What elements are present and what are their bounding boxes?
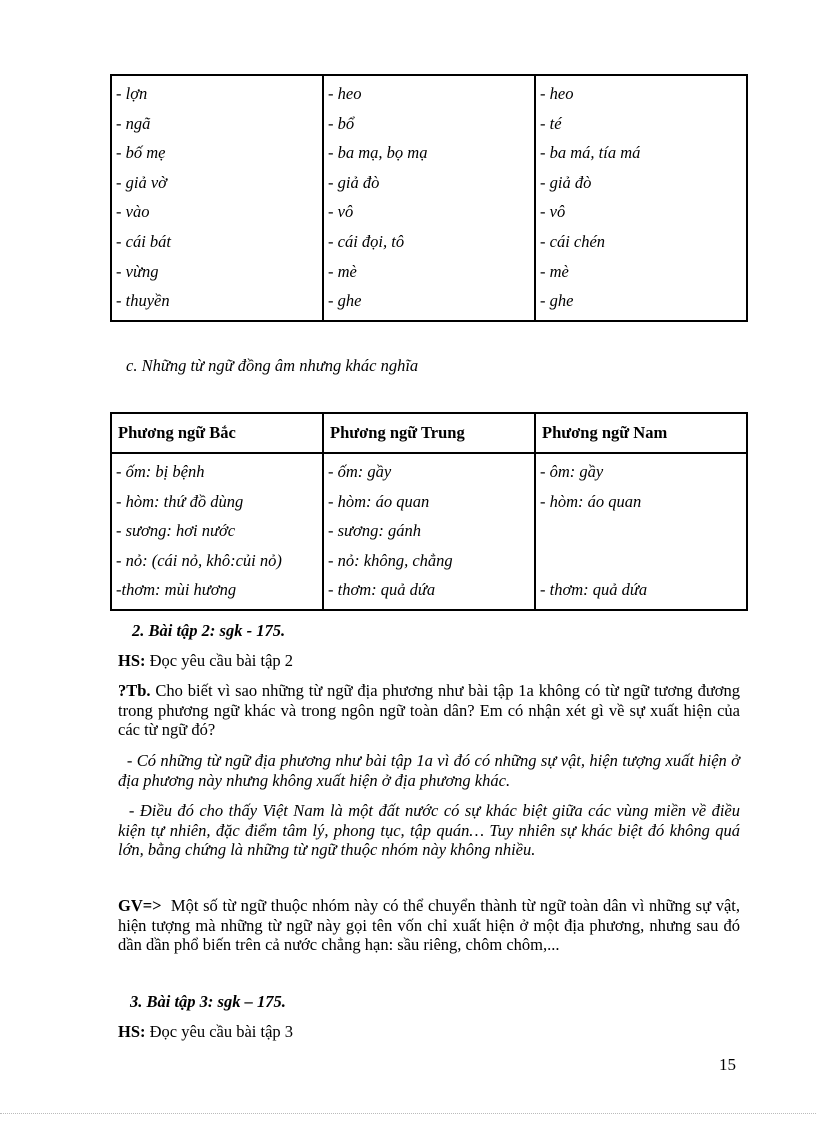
exercise-2-heading: 2. Bài tập 2: sgk - 175. [132,621,286,640]
hs-instruction-2 [118,651,740,671]
table2-header: Phương ngữ Bắc [111,413,323,453]
table2-cell: - hòm: áo quan [540,491,642,511]
table2-cell: - hòm: áo quan [328,491,430,511]
table1-col-1 [111,75,323,321]
table1-cell: - ba má, tía má [540,143,641,163]
table2-cell: - nỏ: không, chẳng [328,550,453,570]
table1-cell: - ngã [116,113,151,133]
exercise-3-heading: 3. Bài tập 3: sgk – 175. [130,992,286,1011]
page-divider [0,1113,816,1114]
table2-col-1 [111,453,323,610]
table1-cell: - thuyền [116,291,170,311]
question-tb [118,681,740,740]
vocabulary-table [110,74,748,322]
table1-cell: - mè [540,261,569,281]
table1-cell: - cái chén [540,231,606,251]
table2-cell: -thơm: mùi hương [116,580,237,600]
table1-cell: - bố mẹ [116,143,166,163]
table1-cell: - heo [328,84,362,103]
table1-cell: - heo [540,84,574,103]
table1-col-2 [323,75,535,321]
table2-cell: - sương: hơi nước [116,521,236,541]
table2-col-3 [535,453,747,610]
table1-cell: - giả đò [328,172,380,192]
table1-cell: - lợn [116,84,148,103]
table2-cell [540,516,740,546]
table1-col-3 [535,75,747,321]
table2-cell [540,546,740,576]
table1-cell: - vô [540,202,566,222]
table1-cell: - ghe [328,291,362,311]
table1-cell: - cái bát [116,231,171,251]
table2-cell: - hòm: thứ đồ dùng [116,491,244,511]
table1-cell: - giả đò [540,172,592,192]
section-c-heading: c. Những từ ngữ đồng âm nhưng khác nghĩa [126,356,419,375]
table1-cell: - cái đọi, tô [328,231,405,251]
gv-text: Một số từ ngữ thuộc nhóm này có thể chuyển thành từ ngữ toàn dân vì những sự vật, hiện tượng mà những từ ngữ này gọi tên vốn chỉ xuất hiện ở một địa phương, nhưng sau đó dần dần phổ biến trên cả nước chẳng hạn: sầu riêng, chôm chôm,... [118,896,745,954]
hs-text: Đọc yêu cầu bài tập 2 [145,651,294,670]
tb-text: Cho biết vì sao những từ ngữ địa phương như bài tập 1a không có từ ngữ tương đương trong phương ngữ khác và trong ngôn ngữ toàn dân? Em có nhận xét gì về sự xuất hiện của các từ ngữ đó? [118,681,740,739]
answer-1: - Có những từ ngữ địa phương như bài tập 1a vì đó có những sự vật, hiện tượng xuất hiện ở địa phương này nhưng không xuất hiện ở địa phương khác. [118,751,745,790]
table1-cell: - vừng [116,261,159,281]
table1-cell: - vào [116,202,150,222]
gv-label: GV=> [118,896,162,915]
hs-instruction-3 [118,1022,740,1042]
table2-cell: - sương: gánh [328,521,421,541]
table1-cell: - ba mạ, bọ mạ [328,143,428,163]
table2-cell: - nỏ: (cái nỏ, khô:củi nỏ) [116,550,282,570]
table1-cell: - bổ [328,113,355,133]
tb-label: ?Tb. [118,681,151,700]
table2-cell: - thơm: quả dứa [328,580,436,600]
table2-col-2 [323,453,535,610]
page-number: 15 [719,1055,736,1074]
hs-label: HS: [118,651,146,670]
table2-cell: - ốm: bị bệnh [116,462,205,481]
hs-text: Đọc yêu cầu bài tập 3 [145,1022,294,1041]
table1-cell: - mè [328,261,357,281]
teacher-note [118,896,745,955]
table2-header: Phương ngữ Nam [535,413,747,453]
table1-cell: - vô [328,202,354,222]
table2-header: Phương ngữ Trung [323,413,535,453]
table1-cell: - giả vờ [116,172,167,192]
table2-cell: - thơm: quả dứa [540,580,648,600]
table2-cell: - ốm: gầy [328,462,392,481]
homonym-table [110,412,748,611]
hs-label: HS: [118,1022,146,1041]
table1-cell: - té [540,113,562,133]
table2-cell: - ôm: gầy [540,462,604,481]
answer-2: - Điều đó cho thấy Việt Nam là một đất nước có sự khác biệt giữa các vùng miền về điều kiện tự nhiên, đặc điểm tâm lý, phong tục, tập quán… Tuy nhiên sự khác biệt đó không quá lớn, bằng chứng là những từ ngữ thuộc nhóm này không nhiều. [118,801,745,859]
table1-cell: - ghe [540,291,574,311]
